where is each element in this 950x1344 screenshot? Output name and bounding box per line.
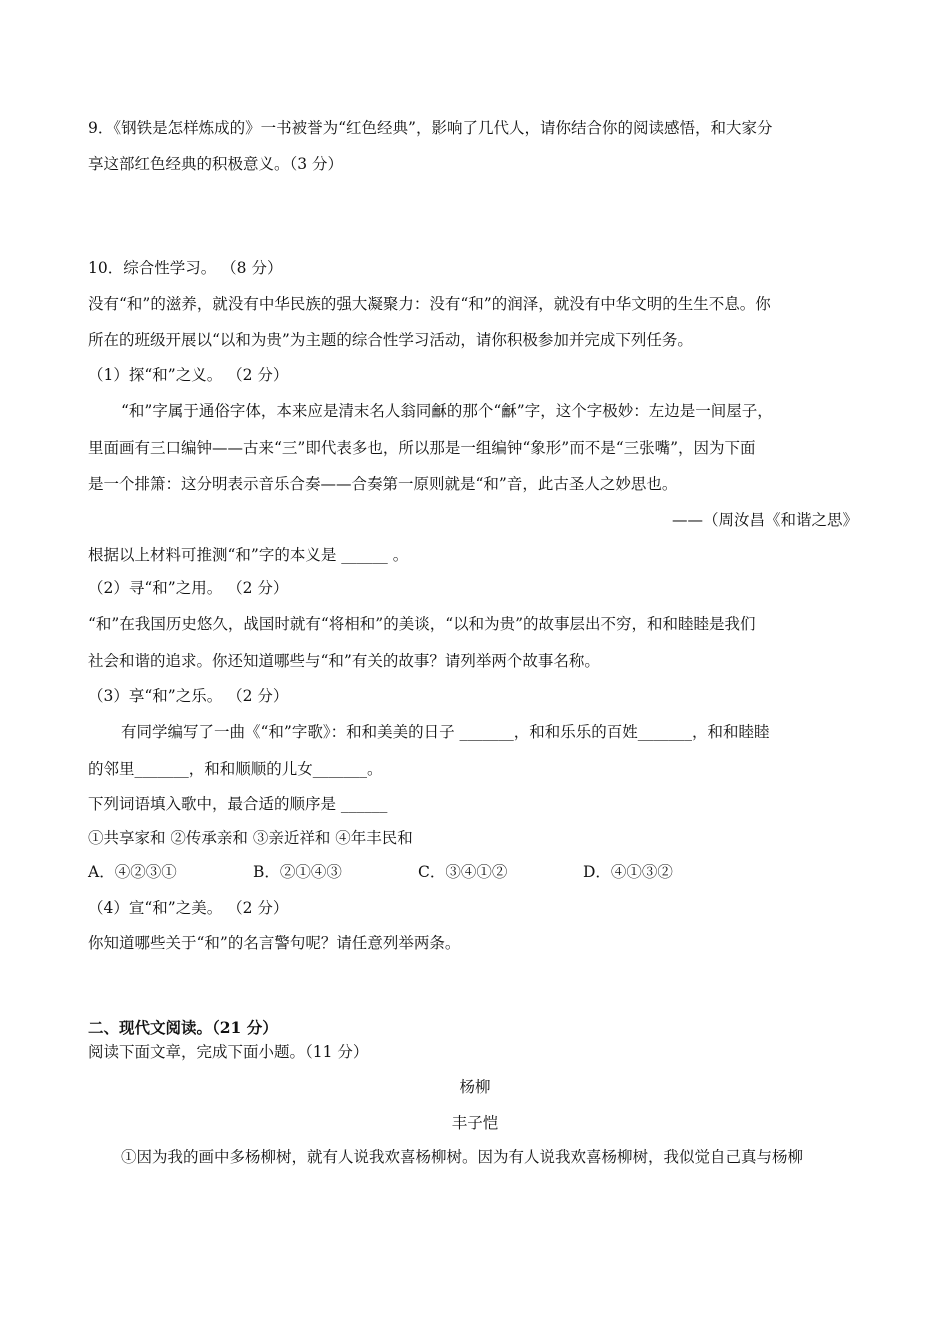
q10-intro-line-1: 没有“和”的滋养，就没有中华民族的强大凝聚力：没有“和”的润泽，就没有中华文明的生生不息。你 (88, 295, 771, 313)
q10-part1-material-line-2: 里面画有三口编钟——古来“三”即代表多也，所以那是一组编钟“象形”而不是“三张嘴”，因为下面 (88, 439, 756, 457)
q10-part3-song-line-2: 的邻里_______，和和顺顺的儿女_______。 (88, 760, 383, 778)
q10-part4-question: 你知道哪些关于“和”的名言警句呢？请任意列举两条。 (88, 934, 461, 952)
q10-part3-song-line-1: 有同学编写了一曲《“和”字歌》：和和美美的日子 _______，和和乐乐的百姓_______，和和睦睦 (121, 723, 770, 741)
q10-part1-question: 根据以上材料可推测“和”字的本义是 ______ 。 (88, 546, 409, 564)
option-d: D．④①③② (583, 863, 673, 881)
section-2-title: 二、现代文阅读。（21 分） (88, 1018, 278, 1037)
q10-part3-question: 下列词语填入歌中，最合适的顺序是 ______ (88, 795, 388, 813)
option-a: A．④②③① (88, 863, 177, 881)
q10-part1-material-line-3: 是一个排箫：这分明表示音乐合奏——合奏第一原则就是“和”音，此古圣人之妙思也。 (88, 475, 678, 493)
q10-part3-title: （3）享“和”之乐。 （2 分） (88, 687, 289, 705)
q9-text-line-2: 享这部红色经典的积极意义。（3 分） (88, 155, 344, 173)
article-paragraph-1: ①因为我的画中多杨柳树，就有人说我欢喜杨柳树。因为有人说我欢喜杨柳树，我似觉自己真与杨柳 (121, 1148, 804, 1166)
q10-part1-title: （1）探“和”之义。 （2 分） (88, 366, 289, 384)
section-2-instruction: 阅读下面文章，完成下面小题。（11 分） (88, 1043, 369, 1061)
option-c: C．③④①② (418, 863, 508, 881)
article-author: 丰子恺 (451, 1114, 499, 1132)
q10-part2-text-line-2: 社会和谐的追求。你还知道哪些与“和”有关的故事？请列举两个故事名称。 (88, 652, 600, 670)
q10-part3-items: ①共享家和 ②传承亲和 ③亲近祥和 ④年丰民和 (88, 829, 413, 847)
q10-part2-title: （2）寻“和”之用。 （2 分） (88, 579, 289, 597)
q10-part1-material-line-1: “和”字属于通俗字体，本来应是清末名人翁同龢的那个“龢”字，这个字极妙：左边是一间屋子， (121, 402, 773, 420)
q10-title: 10．综合性学习。 （8 分） (88, 259, 283, 277)
q10-part4-title: （4）宣“和”之美。 （2 分） (88, 899, 289, 917)
q10-part2-text-line-1: “和”在我国历史悠久，战国时就有“将相和”的美谈，“以和为贵”的故事层出不穷，和和睦睦是我们 (88, 615, 756, 633)
option-b: B．②①④③ (253, 863, 342, 881)
q10-part1-source: ——（周汝昌《和谐之思》 (671, 511, 858, 529)
q9-text-line-1: 9．《钢铁是怎样炼成的》一书被誉为“红色经典”，影响了几代人，请你结合你的阅读感悟，和大家分 (88, 119, 773, 137)
article-title: 杨柳 (459, 1078, 491, 1096)
q10-intro-line-2: 所在的班级开展以“以和为贵”为主题的综合性学习活动，请你积极参加并完成下列任务。 (88, 331, 693, 349)
